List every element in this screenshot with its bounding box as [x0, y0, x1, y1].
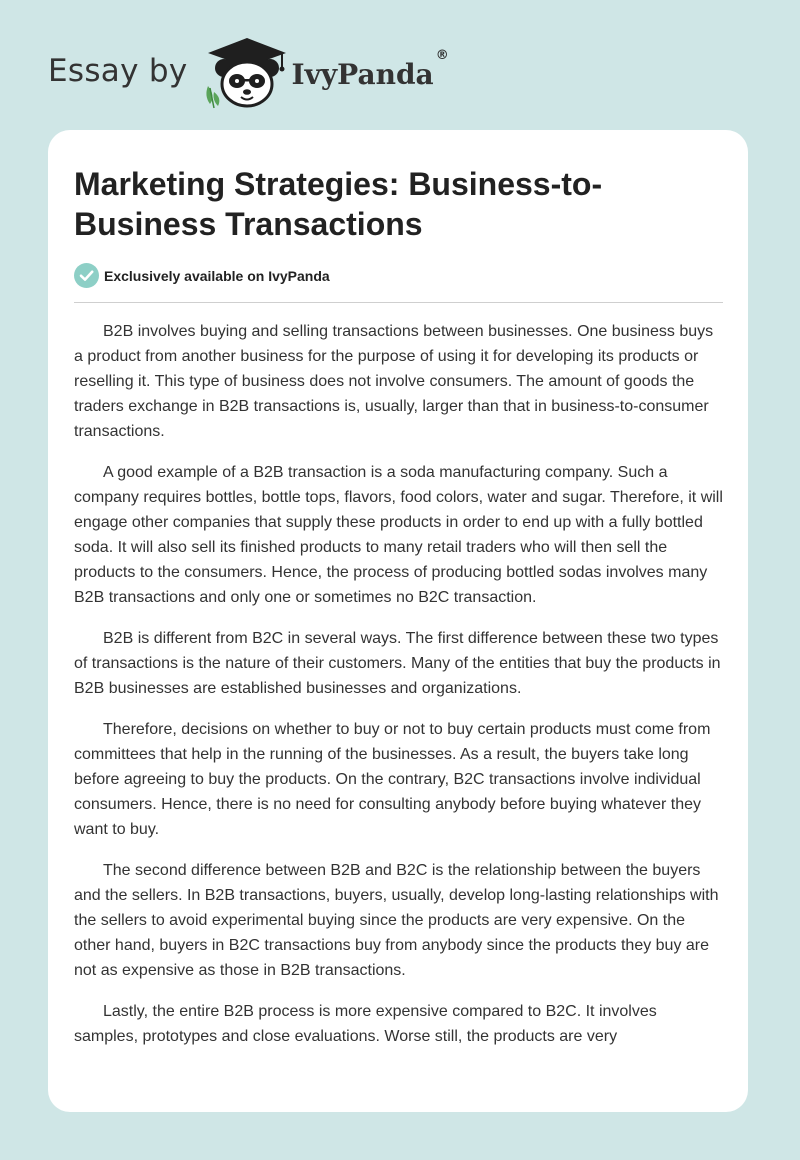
paragraph: B2B involves buying and selling transactions between businesses. One business buys a product from another business for the purpose of using it for developing its products or reselling it. This type of business does not involve consumers. The amount of goods the traders exchange in B2B transactions is, usually, larger than that in business-to-consumer transactions.: [74, 323, 714, 440]
paragraph: Therefore, decisions on whether to buy or not to buy certain products must come from committees that help in the running of the businesses. As a result, the buyers take long before agreeing to buy the products. On the contrary, B2C transactions involve individual consumers. Hence, there is no need for consulting anybody before buying whatever they want to buy.: [74, 721, 711, 838]
brand-name: [291, 47, 449, 91]
panda-graduate-icon: [202, 36, 292, 110]
divider: [74, 302, 723, 303]
article-title: Marketing Strategies: Business-to-Business Transactions: [74, 166, 603, 242]
article-card: [48, 130, 748, 1112]
brand-name-text: IvyPanda: [291, 57, 434, 91]
exclusive-badge-text: Exclusively available on IvyPanda: [104, 267, 330, 284]
check-circle-icon: [74, 263, 99, 288]
brand-prefix: Essay by: [48, 53, 188, 89]
article-body: [74, 319, 724, 1065]
paragraph: The second difference between B2B and B2C is the relationship between the buyers and the sellers. In B2B transactions, buyers, usually, develop long-lasting relationships with the sellers to avoid experimental buying since the products are very expensive. On the other hand, buyers in B2C transactions buy from anybody since the products they buy are not as expensive as those in B2B transactions.: [74, 862, 719, 979]
paragraph: A good example of a B2B transaction is a soda manufacturing company. Such a company requires bottles, bottle tops, flavors, food colors, water and sugar. Therefore, it will engage other companies that supply these products in order to end up with a fully bottled soda. It will also sell its finished products to many retail traders who will then sell the products to the consumers. Hence, the process of producing bottled sodas involves many B2B transactions and only one or sometimes no B2C transaction.: [74, 464, 723, 606]
paragraph: Lastly, the entire B2B process is more expensive compared to B2C. It involves samples, prototypes and close evaluations. Worse still, the products are very: [74, 1003, 657, 1045]
exclusive-badge: [74, 263, 330, 288]
paragraph: B2B is different from B2C in several ways. The first difference between these two types of transactions is the nature of their customers. Many of the entities that buy the products in B2B businesses are established businesses and organizations.: [74, 630, 721, 697]
brand-header[interactable]: [48, 36, 449, 110]
registered-mark: ®: [435, 47, 449, 63]
